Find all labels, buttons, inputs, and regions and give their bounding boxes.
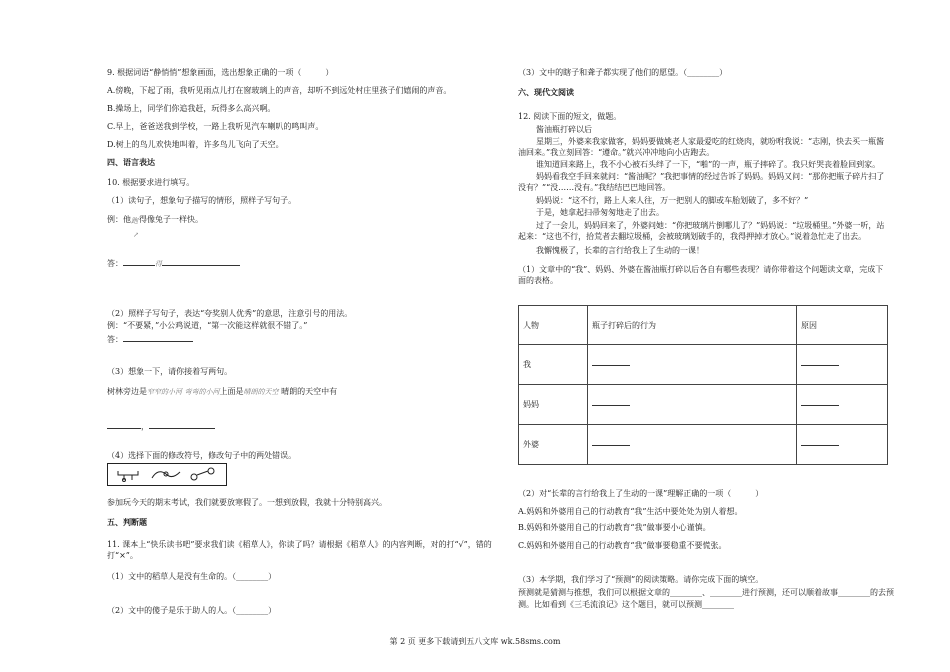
q12-p2-option-c: C.妈妈和外婆用自己的行动教育“我”做事要稳重不要慌张。 bbox=[518, 541, 727, 550]
q10-answer1: 答： 得 bbox=[107, 257, 240, 270]
q12-p3-stem: （3）本学期，我们学习了“预测”的阅读策略。请你完成下面的填空。 bbox=[518, 575, 764, 584]
q12-stem: 12. 阅读下面的短文，做题。 bbox=[518, 112, 622, 121]
q9-option-a: A.傍晚，下起了雨，我听见雨点儿打在窗玻璃上的声音，却听不到远处村庄里孩子们嬉闹的声音。 bbox=[107, 86, 452, 95]
table-row-label: 外婆 bbox=[519, 425, 588, 465]
table-header: 人物 bbox=[519, 306, 588, 345]
answer-blank[interactable] bbox=[123, 333, 193, 342]
q9-stem: 9. 根据词语“静悄悄”想象画面，选出想象正确的一项（ ） bbox=[107, 68, 334, 77]
table-cell[interactable] bbox=[588, 345, 797, 385]
table-header-row bbox=[519, 306, 888, 345]
q9-option-d: D.树上的鸟儿欢快地叫着，许多鸟儿飞向了天空。 bbox=[107, 140, 284, 149]
answer-blank[interactable] bbox=[107, 420, 141, 429]
passage-title: 酱油瓶打碎以后 bbox=[536, 125, 592, 134]
edit-symbols-icon bbox=[108, 464, 226, 485]
passage-paragraph: 妈妈看我空手回来就问：“酱油呢？”我把事情的经过告诉了妈妈。妈妈又问：“那你把瓶子碎片扫了没有？”“没……没有。”我结结巴巴地回答。 bbox=[518, 172, 885, 192]
table-cell[interactable] bbox=[797, 345, 888, 385]
table-header: 原因 bbox=[797, 306, 888, 345]
passage-paragraph: 星期三，外婆来我家做客，妈妈要做姚老人家最爱吃的红烧肉，就吩咐我说：“志刚，快去买一瓶酱油回来。”我立刻回答：“遵命。”就兴冲冲地向小店跑去。 bbox=[518, 137, 885, 157]
table-cell[interactable] bbox=[797, 425, 888, 465]
table-row-label: 我 bbox=[519, 345, 588, 385]
table-row bbox=[519, 345, 888, 385]
q12-p2-stem: （2）对“长辈的言行给我上了生动的一课”理解正确的一项（ ） bbox=[518, 489, 764, 498]
q12-p3-line2: 测。比如看到《三毛流浪记》这个题目，就可以预测________ bbox=[518, 600, 734, 609]
q12-p1: （1）文章中的“我”、妈妈、外婆在酱油瓶打碎以后各自有哪些表现？请你带着这个问题读文章，完成下面的表格。 bbox=[518, 265, 884, 285]
section-6-heading: 六、现代文阅读 bbox=[518, 88, 574, 97]
handwriting-arrow: ↗ bbox=[133, 231, 139, 239]
table-row bbox=[519, 425, 888, 465]
q12-p2-option-b: B.妈妈和外婆用自己的行动教育“我”做事要小心谨慎。 bbox=[518, 523, 711, 532]
q10-p1: （1）读句子，想象句子描写的情形，照样子写句子。 bbox=[107, 196, 297, 205]
q10-p4: （4）选择下面的修改符号，修改句子中的两处错误。 bbox=[107, 451, 297, 460]
answer-blank[interactable] bbox=[149, 420, 215, 429]
passage-paragraph: 于是，她拿起扫帚匆匆地走了出去。 bbox=[536, 208, 664, 217]
q11-p1: （1）文中的稻草人是没有生命的。（________） bbox=[107, 572, 277, 581]
q9-option-b: B.操场上，同学们你追我赶，玩得多么高兴啊。 bbox=[107, 104, 276, 113]
section-5-heading: 五、判断题 bbox=[107, 518, 147, 527]
passage-paragraph: 妈妈说：“这不行，路上人来人往，万一把别人的脚或车胎划破了，多不好？” bbox=[536, 196, 809, 205]
table-cell[interactable] bbox=[588, 425, 797, 465]
passage-paragraph: 过了一会儿，妈妈回来了，外婆问她：“你把玻璃片倒哪儿了？”妈妈说：“垃圾桶里。”外婆一听，站起来：“这也不行，拾荒者去翻垃圾桶，会被玻璃划破手的，我得押掉才放心。”说着急忙走了出去。 bbox=[518, 221, 885, 241]
q10-s3-answer: ， bbox=[107, 420, 215, 432]
edit-symbols-box bbox=[107, 463, 227, 486]
q10-example: 例：他 跑 ↗ 得像兔子一样快。 bbox=[107, 215, 203, 239]
q10-s3: 树林旁边是窄窄的小河 弯弯的小河上面是晴朗的天空 晴朗的天空中有 bbox=[107, 387, 338, 396]
q10-sentence4: 参加玩今天的期末考试，我们就要放寒假了。一想到放假，我就十分特别高兴。 bbox=[107, 498, 387, 507]
q12-p3-line1: 预测就是猜测与推想，我们可以根据文章的________、________进行预测，还可以顺着故事________的去预 bbox=[518, 588, 894, 597]
page-footer: 第 2 页 更多下载请到五八文库 wk.58sms.com bbox=[389, 637, 561, 646]
q11-p2: （2）文中的傻子是乐于助人的人。（________） bbox=[107, 606, 277, 615]
table-header: 瓶子打碎后的行为 bbox=[588, 306, 797, 345]
q10-p2: （2）照样子写句子，表达“夸奖别人优秀”的意思，注意引号的用法。 bbox=[107, 309, 353, 318]
q11-p3: （3）文中的瞎子和聋子都实现了他们的愿望。（________） bbox=[518, 68, 728, 77]
section-4-heading: 四、语言表达 bbox=[107, 158, 155, 167]
q10-answer2: 答： bbox=[107, 333, 193, 345]
q10-stem: 10. 根据要求进行填写。 bbox=[107, 178, 195, 187]
q12-p2-option-a: A.妈妈和外婆用自己的行动教育“我”生活中要处处为别人着想。 bbox=[518, 507, 743, 516]
behavior-table bbox=[518, 305, 888, 465]
answer-blank[interactable] bbox=[162, 257, 240, 266]
table-row-label: 妈妈 bbox=[519, 385, 588, 425]
table-row bbox=[519, 385, 888, 425]
passage-paragraph: 我懈愧极了，长辈的言行给我上了生动的一课！ bbox=[536, 246, 704, 255]
table-cell[interactable] bbox=[797, 385, 888, 425]
table-cell[interactable] bbox=[588, 385, 797, 425]
q10-example2: 例：“不要紧，”小公鸡说道，“第一次能这样就很不错了。” bbox=[107, 321, 308, 330]
answer-blank[interactable] bbox=[123, 257, 155, 266]
q10-p3: （3）想象一下，请你接着写两句。 bbox=[107, 367, 233, 376]
handwriting-mark: 得 bbox=[155, 260, 162, 268]
q9-option-c: C.早上，爸爸送我到学校，一路上我听见汽车喇叭的鸣叫声。 bbox=[107, 122, 324, 131]
q11-stem: 11. 课本上“快乐读书吧”要求我们读《稻草人》，你读了吗？请根据《稻草人》的内容判断，对的打“√”，错的打“×”。 bbox=[107, 540, 492, 560]
handwriting-mark: 跑 bbox=[131, 217, 138, 225]
passage-paragraph: 谁知道回来路上，我不小心被石头绊了一下，“啪”的一声，瓶子摔碎了。我只好哭丧着脸回到家。 bbox=[536, 160, 881, 169]
